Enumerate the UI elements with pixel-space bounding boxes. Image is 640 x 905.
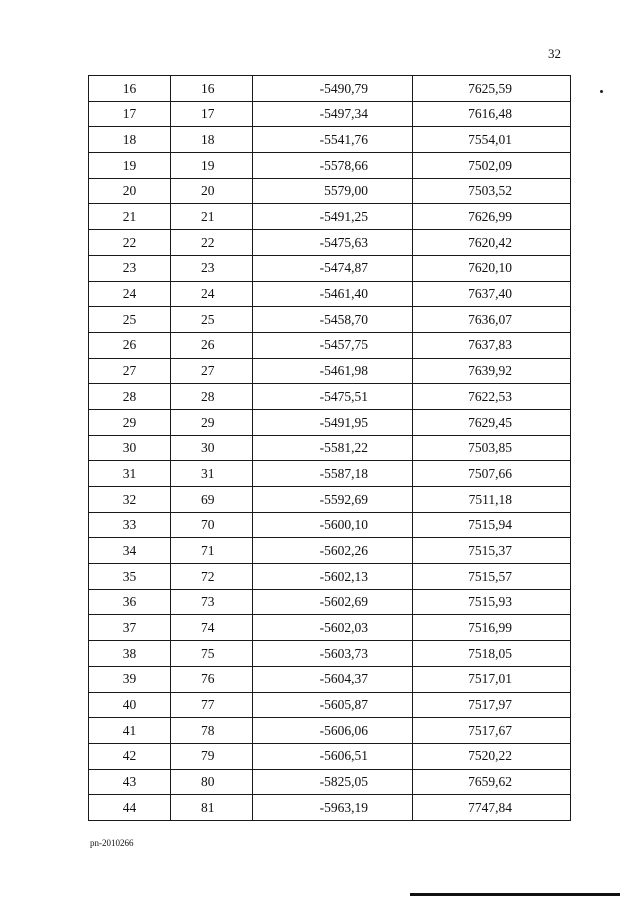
row-number-cell: 30 [89, 435, 171, 461]
row-number-cell: 40 [89, 692, 171, 718]
table-row [89, 358, 571, 384]
x-coordinate-cell: -5475,51 [253, 384, 413, 410]
table-row [89, 409, 571, 435]
x-coordinate-cell: -5602,13 [253, 564, 413, 590]
y-coordinate-cell: 7554,01 [413, 127, 571, 153]
table-row [89, 435, 571, 461]
y-coordinate-cell: 7515,37 [413, 538, 571, 564]
y-coordinate-cell: 7518,05 [413, 641, 571, 667]
table-row [89, 512, 571, 538]
y-coordinate-cell: 7515,57 [413, 564, 571, 590]
x-coordinate-cell: -5497,34 [253, 101, 413, 127]
x-coordinate-cell: -5592,69 [253, 487, 413, 513]
y-coordinate-cell: 7659,62 [413, 769, 571, 795]
x-coordinate-cell: -5491,95 [253, 409, 413, 435]
table-row [89, 204, 571, 230]
table-row [89, 384, 571, 410]
table-row [89, 615, 571, 641]
x-coordinate-cell: -5604,37 [253, 666, 413, 692]
point-number-cell: 77 [171, 692, 253, 718]
row-number-cell: 26 [89, 332, 171, 358]
row-number-cell: 43 [89, 769, 171, 795]
x-coordinate-cell: -5581,22 [253, 435, 413, 461]
point-number-cell: 73 [171, 589, 253, 615]
table-row [89, 769, 571, 795]
point-number-cell: 74 [171, 615, 253, 641]
point-number-cell: 18 [171, 127, 253, 153]
point-number-cell: 69 [171, 487, 253, 513]
point-number-cell: 31 [171, 461, 253, 487]
point-number-cell: 70 [171, 512, 253, 538]
table-row [89, 564, 571, 590]
x-coordinate-cell: -5602,69 [253, 589, 413, 615]
row-number-cell: 33 [89, 512, 171, 538]
table-row [89, 461, 571, 487]
point-number-cell: 16 [171, 76, 253, 102]
table-row [89, 153, 571, 179]
table-row [89, 76, 571, 102]
y-coordinate-cell: 7637,83 [413, 332, 571, 358]
row-number-cell: 39 [89, 666, 171, 692]
row-number-cell: 25 [89, 307, 171, 333]
stray-dot [600, 90, 603, 93]
y-coordinate-cell: 7516,99 [413, 615, 571, 641]
row-number-cell: 38 [89, 641, 171, 667]
point-number-cell: 71 [171, 538, 253, 564]
y-coordinate-cell: 7520,22 [413, 743, 571, 769]
table-row [89, 641, 571, 667]
table-row [89, 178, 571, 204]
y-coordinate-cell: 7622,53 [413, 384, 571, 410]
x-coordinate-cell: -5457,75 [253, 332, 413, 358]
x-coordinate-cell: -5458,70 [253, 307, 413, 333]
row-number-cell: 17 [89, 101, 171, 127]
y-coordinate-cell: 7616,48 [413, 101, 571, 127]
point-number-cell: 23 [171, 255, 253, 281]
point-number-cell: 19 [171, 153, 253, 179]
point-number-cell: 81 [171, 795, 253, 821]
table-row [89, 127, 571, 153]
x-coordinate-cell: -5600,10 [253, 512, 413, 538]
y-coordinate-cell: 7515,93 [413, 589, 571, 615]
row-number-cell: 23 [89, 255, 171, 281]
point-number-cell: 75 [171, 641, 253, 667]
table-row [89, 255, 571, 281]
point-number-cell: 27 [171, 358, 253, 384]
table-row [89, 230, 571, 256]
row-number-cell: 41 [89, 718, 171, 744]
x-coordinate-cell: -5475,63 [253, 230, 413, 256]
table-row [89, 281, 571, 307]
y-coordinate-cell: 7503,85 [413, 435, 571, 461]
x-coordinate-cell: -5490,79 [253, 76, 413, 102]
x-coordinate-cell: -5578,66 [253, 153, 413, 179]
row-number-cell: 35 [89, 564, 171, 590]
page-number: 32 [548, 46, 561, 61]
point-number-cell: 80 [171, 769, 253, 795]
x-coordinate-cell: 5579,00 [253, 178, 413, 204]
table-row [89, 718, 571, 744]
point-number-cell: 22 [171, 230, 253, 256]
table-row [89, 332, 571, 358]
row-number-cell: 18 [89, 127, 171, 153]
x-coordinate-cell: -5461,98 [253, 358, 413, 384]
y-coordinate-cell: 7625,59 [413, 76, 571, 102]
coordinates-table [88, 75, 571, 821]
row-number-cell: 28 [89, 384, 171, 410]
y-coordinate-cell: 7517,01 [413, 666, 571, 692]
point-number-cell: 20 [171, 178, 253, 204]
coordinates-table-body [89, 76, 571, 821]
y-coordinate-cell: 7507,66 [413, 461, 571, 487]
y-coordinate-cell: 7639,92 [413, 358, 571, 384]
point-number-cell: 24 [171, 281, 253, 307]
point-number-cell: 25 [171, 307, 253, 333]
y-coordinate-cell: 7626,99 [413, 204, 571, 230]
row-number-cell: 29 [89, 409, 171, 435]
row-number-cell: 42 [89, 743, 171, 769]
table-row [89, 589, 571, 615]
row-number-cell: 37 [89, 615, 171, 641]
point-number-cell: 30 [171, 435, 253, 461]
x-coordinate-cell: -5541,76 [253, 127, 413, 153]
x-coordinate-cell: -5605,87 [253, 692, 413, 718]
row-number-cell: 44 [89, 795, 171, 821]
x-coordinate-cell: -5606,06 [253, 718, 413, 744]
y-coordinate-cell: 7502,09 [413, 153, 571, 179]
y-coordinate-cell: 7517,67 [413, 718, 571, 744]
y-coordinate-cell: 7515,94 [413, 512, 571, 538]
y-coordinate-cell: 7620,42 [413, 230, 571, 256]
point-number-cell: 26 [171, 332, 253, 358]
y-coordinate-cell: 7503,52 [413, 178, 571, 204]
x-coordinate-cell: -5587,18 [253, 461, 413, 487]
row-number-cell: 20 [89, 178, 171, 204]
point-number-cell: 21 [171, 204, 253, 230]
point-number-cell: 72 [171, 564, 253, 590]
row-number-cell: 21 [89, 204, 171, 230]
point-number-cell: 78 [171, 718, 253, 744]
point-number-cell: 79 [171, 743, 253, 769]
y-coordinate-cell: 7620,10 [413, 255, 571, 281]
row-number-cell: 27 [89, 358, 171, 384]
row-number-cell: 31 [89, 461, 171, 487]
y-coordinate-cell: 7511,18 [413, 487, 571, 513]
x-coordinate-cell: -5461,40 [253, 281, 413, 307]
table-row [89, 487, 571, 513]
row-number-cell: 22 [89, 230, 171, 256]
table-row [89, 743, 571, 769]
bottom-rule [410, 893, 620, 896]
x-coordinate-cell: -5602,26 [253, 538, 413, 564]
table-row [89, 795, 571, 821]
y-coordinate-cell: 7636,07 [413, 307, 571, 333]
row-number-cell: 24 [89, 281, 171, 307]
y-coordinate-cell: 7629,45 [413, 409, 571, 435]
row-number-cell: 34 [89, 538, 171, 564]
x-coordinate-cell: -5963,19 [253, 795, 413, 821]
table-row [89, 307, 571, 333]
y-coordinate-cell: 7517,97 [413, 692, 571, 718]
row-number-cell: 19 [89, 153, 171, 179]
point-number-cell: 76 [171, 666, 253, 692]
x-coordinate-cell: -5491,25 [253, 204, 413, 230]
document-id: pn-2010266 [90, 838, 134, 848]
x-coordinate-cell: -5602,03 [253, 615, 413, 641]
table-row [89, 538, 571, 564]
table-row [89, 692, 571, 718]
x-coordinate-cell: -5603,73 [253, 641, 413, 667]
table-row [89, 101, 571, 127]
point-number-cell: 29 [171, 409, 253, 435]
y-coordinate-cell: 7637,40 [413, 281, 571, 307]
point-number-cell: 28 [171, 384, 253, 410]
point-number-cell: 17 [171, 101, 253, 127]
y-coordinate-cell: 7747,84 [413, 795, 571, 821]
row-number-cell: 16 [89, 76, 171, 102]
row-number-cell: 32 [89, 487, 171, 513]
x-coordinate-cell: -5474,87 [253, 255, 413, 281]
row-number-cell: 36 [89, 589, 171, 615]
table-row [89, 666, 571, 692]
x-coordinate-cell: -5606,51 [253, 743, 413, 769]
x-coordinate-cell: -5825,05 [253, 769, 413, 795]
